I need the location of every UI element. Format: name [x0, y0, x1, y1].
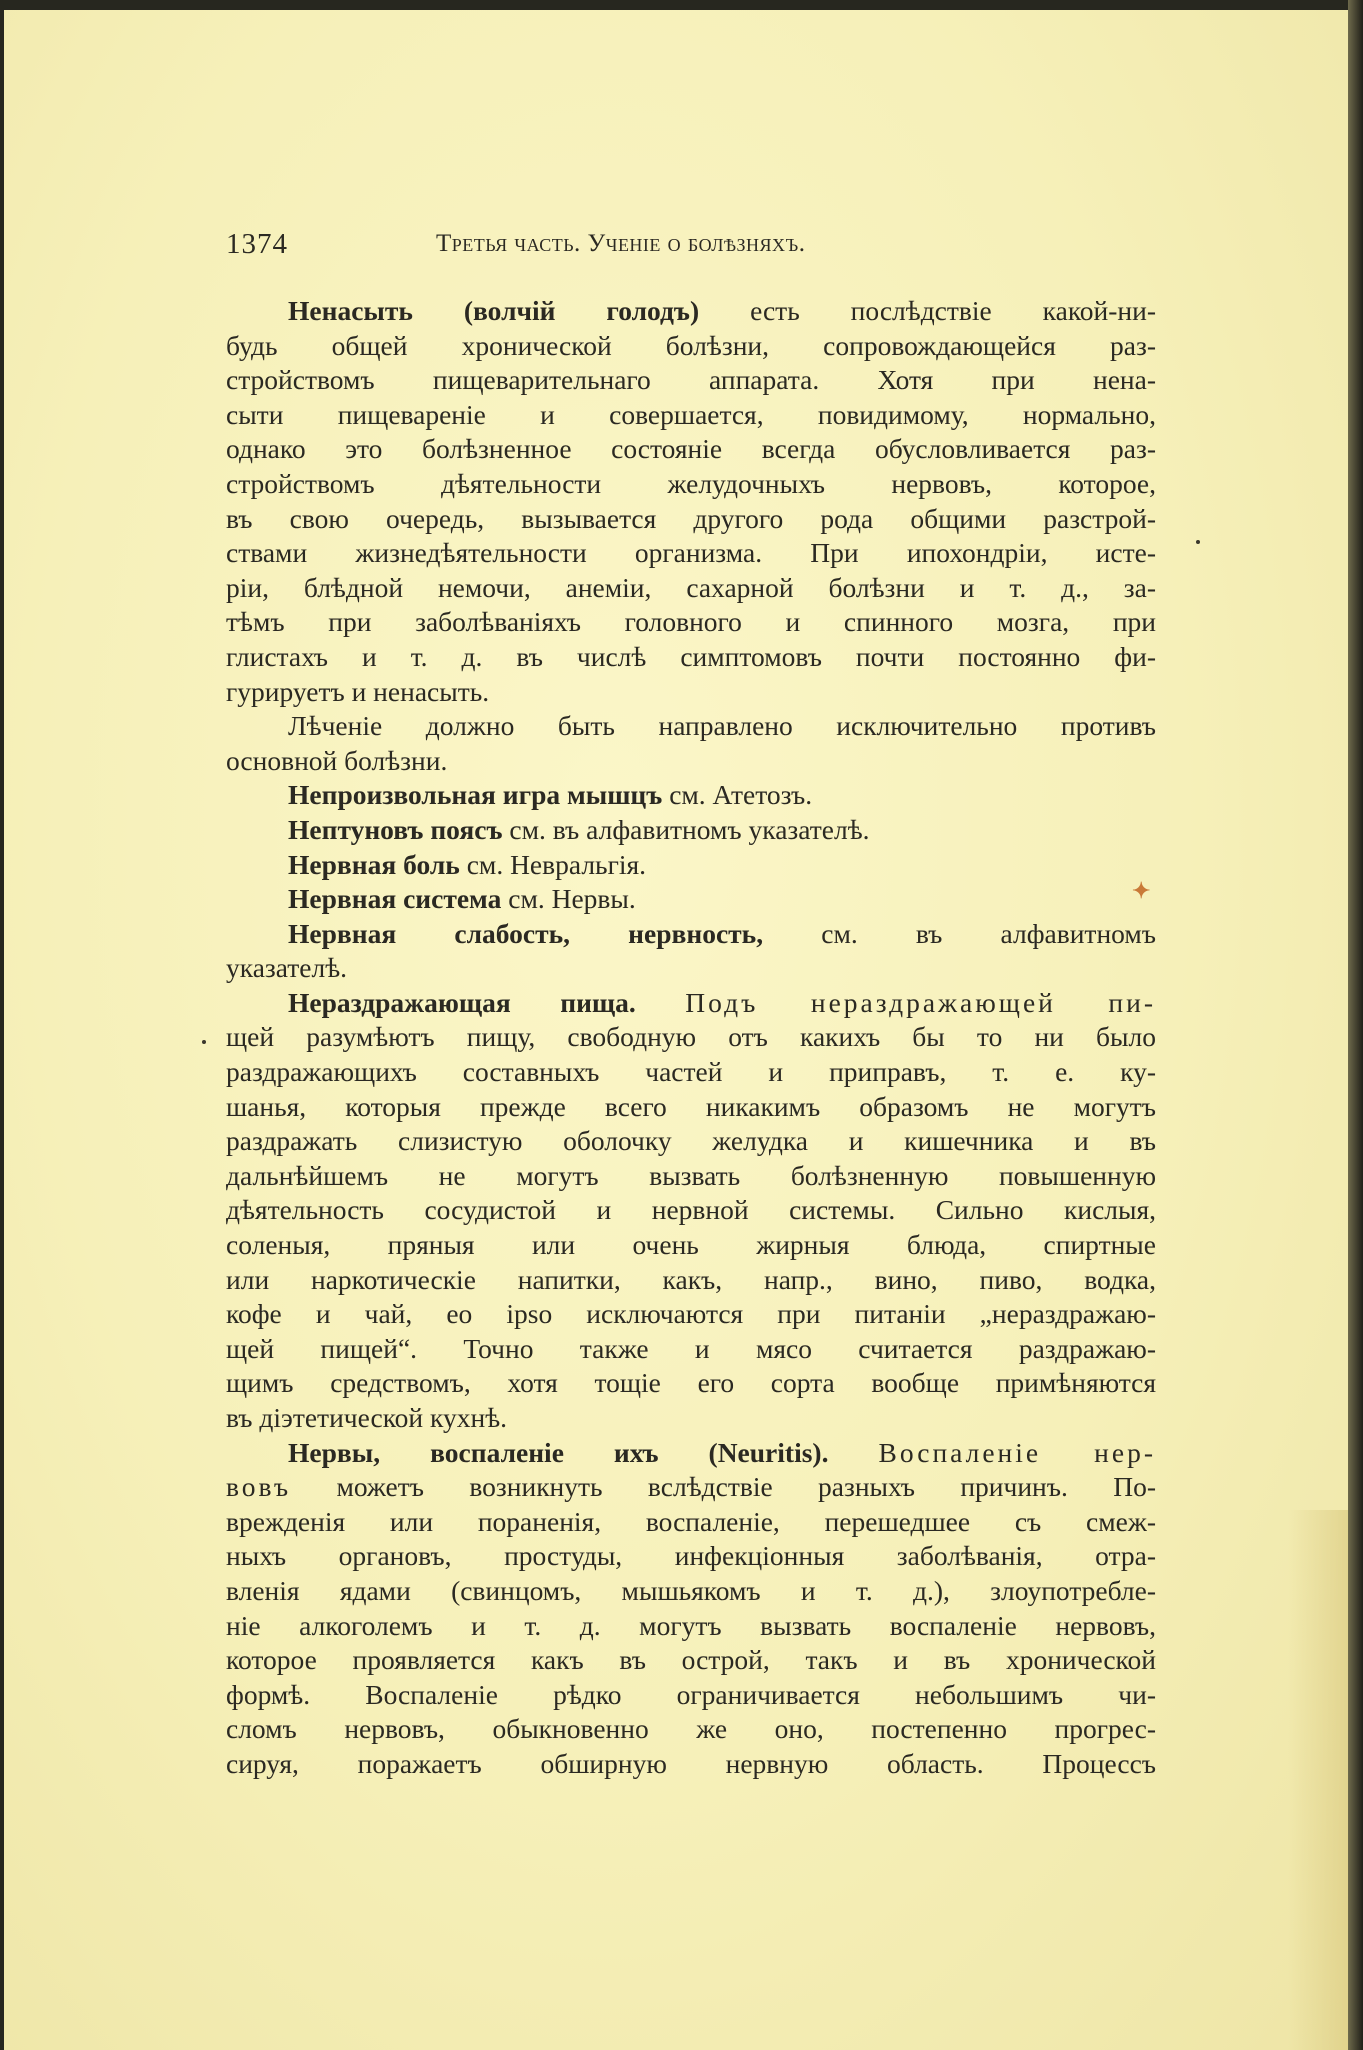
page-number: 1374	[226, 228, 288, 260]
cross-reference	[226, 882, 1156, 917]
text-line: сируя, поражаетъ обширную нервную область. Процессъ	[226, 1747, 1156, 1779]
treatment-line: Лѣченіе должно быть направлено исключительно противъ	[288, 710, 1156, 742]
text-line: щей разумѣютъ пищу, свободную отъ какихъ бы то ни было	[226, 1021, 1156, 1053]
reference-text: см. Невральгія.	[466, 848, 647, 880]
page-body	[226, 294, 1156, 1782]
reference-text: см. въ алфавитномъ	[821, 917, 1157, 949]
text-line: раздражать слизистую оболочку желудка и кишечника и въ	[226, 1125, 1156, 1157]
spaced-phrase: вовъ	[226, 1471, 292, 1503]
text-line: соленыя, пряныя или очень жирныя блюда, спиртные	[226, 1229, 1156, 1261]
book-page	[4, 10, 1348, 2050]
entry-term: Нептуновъ поясъ	[288, 813, 503, 845]
reference-text: см. Нервы.	[508, 883, 636, 915]
entry-term: Непроизвольная игра мышцъ	[288, 779, 663, 811]
text-line: въ діэтетической кухнѣ.	[226, 1402, 508, 1433]
margin-mark-icon: ✦	[1132, 878, 1151, 903]
entry-term: Нервы, воспаленіе ихъ (Neuritis).	[288, 1436, 829, 1468]
text-line: гурируетъ и ненасыть.	[226, 675, 490, 707]
text-line: глистахъ и т. д. въ числѣ симптомовъ почти постоянно фи-	[226, 640, 1156, 672]
speck-mark	[202, 1040, 206, 1044]
entry-term: Нераздражающая пища.	[288, 986, 636, 1018]
text-line: формѣ. Воспаленіе рѣдко ограничивается небольшимъ чи-	[226, 1678, 1156, 1710]
text-line: дѣятельность сосудистой и нервной системы. Сильно кислыя,	[226, 1194, 1156, 1226]
text-line: сыти пищевареніе и совершается, повидимому, нормально,	[226, 398, 1156, 430]
reference-text: см. въ алфавитномъ указателѣ.	[509, 813, 870, 845]
text-line: тѣмъ при заболѣваніяхъ головного и спинного мозга, при	[226, 606, 1156, 638]
text-line: въ свою очередь, вызывается другого рода общими разстрой-	[226, 502, 1156, 534]
text-line: вленія ядами (свинцомъ, мышьякомъ и т. д.), злоупотребле-	[226, 1574, 1156, 1606]
entry-neuritis-first-line	[226, 1436, 1156, 1471]
page-stain	[1288, 1510, 1348, 2050]
entry-term: Ненасыть (волчій голодъ)	[288, 295, 700, 326]
entry-term: Нервная слабость, нервность,	[288, 917, 764, 949]
speck-mark	[1196, 540, 1200, 544]
text-line	[226, 1470, 1156, 1505]
entry-text: можетъ возникнуть вслѣдствіе разныхъ причинъ. По-	[336, 1471, 1156, 1503]
text-line: ріи, блѣдной немочи, анеміи, сахарной болѣзни и т. д., за-	[226, 571, 1156, 603]
text-line: щимъ средствомъ, хотя тощіе его сорта вообще примѣняются	[226, 1367, 1156, 1399]
text-line: указателѣ.	[226, 952, 348, 984]
running-title: Третья часть. Ученіе о болѣзняхъ.	[436, 230, 806, 257]
text-line: однако это болѣзненное состояніе всегда обусловливается раз-	[226, 433, 1156, 465]
text-line: стройствомъ дѣятельности желудочныхъ нервовъ, которое,	[226, 467, 1156, 499]
entry-term: Нервная боль	[288, 848, 460, 880]
page-edge	[1348, 0, 1363, 2050]
running-header	[226, 222, 1146, 262]
text-line: шанья, которыя прежде всего никакимъ образомъ не могутъ	[226, 1090, 1156, 1122]
spaced-phrase: Воспаленіе нер-	[878, 1436, 1156, 1468]
text-line: кофе и чай, eo ipso исключаются при питаніи „нераздражаю-	[226, 1298, 1156, 1330]
cross-reference	[226, 778, 1156, 813]
text-line: стройствомъ пищеварительнаго аппарата. Хотя при нена-	[226, 364, 1156, 396]
entry-term: Нервная система	[288, 883, 502, 915]
text-line: дальнѣйшемъ не могутъ вызвать болѣзненную повышенную	[226, 1159, 1156, 1191]
text-line: или наркотическіе напитки, какъ, напр., вино, пиво, водка,	[226, 1263, 1156, 1295]
spaced-phrase: Подъ нераздражающей пи-	[685, 986, 1157, 1018]
text-line: ніе алкоголемъ и т. д. могутъ вызвать воспаленіе нервовъ,	[226, 1609, 1156, 1641]
text-line: врежденія или пораненія, воспаленіе, перешедшее съ смеж-	[226, 1505, 1156, 1537]
treatment-line: основной болѣзни.	[226, 744, 448, 776]
text-line: раздражающихъ составныхъ частей и приправъ, т. е. ку-	[226, 1056, 1156, 1088]
text-line: ствами жизнедѣятельности организма. При ипохондріи, исте-	[226, 537, 1156, 569]
entry-hunger-first-line	[226, 294, 1156, 329]
text-line: которое проявляется какъ въ острой, такъ и въ хронической	[226, 1644, 1156, 1676]
cross-reference	[226, 813, 1156, 848]
cross-reference	[226, 917, 1156, 952]
text-line: сломъ нервовъ, обыкновенно же оно, постепенно прогрес-	[226, 1713, 1156, 1745]
text-line: щей пищей“. Точно также и мясо считается раздражаю-	[226, 1332, 1156, 1364]
text-line: будь общей хронической болѣзни, сопровождающейся раз-	[226, 329, 1156, 361]
entry-food-first-line	[226, 986, 1156, 1021]
entry-text: есть послѣдствіе какой-ни-	[750, 295, 1157, 326]
cross-reference	[226, 848, 1156, 883]
reference-text: см. Атетозъ.	[669, 779, 813, 811]
text-line: ныхъ органовъ, простуды, инфекціонныя заболѣванія, отра-	[226, 1540, 1156, 1572]
